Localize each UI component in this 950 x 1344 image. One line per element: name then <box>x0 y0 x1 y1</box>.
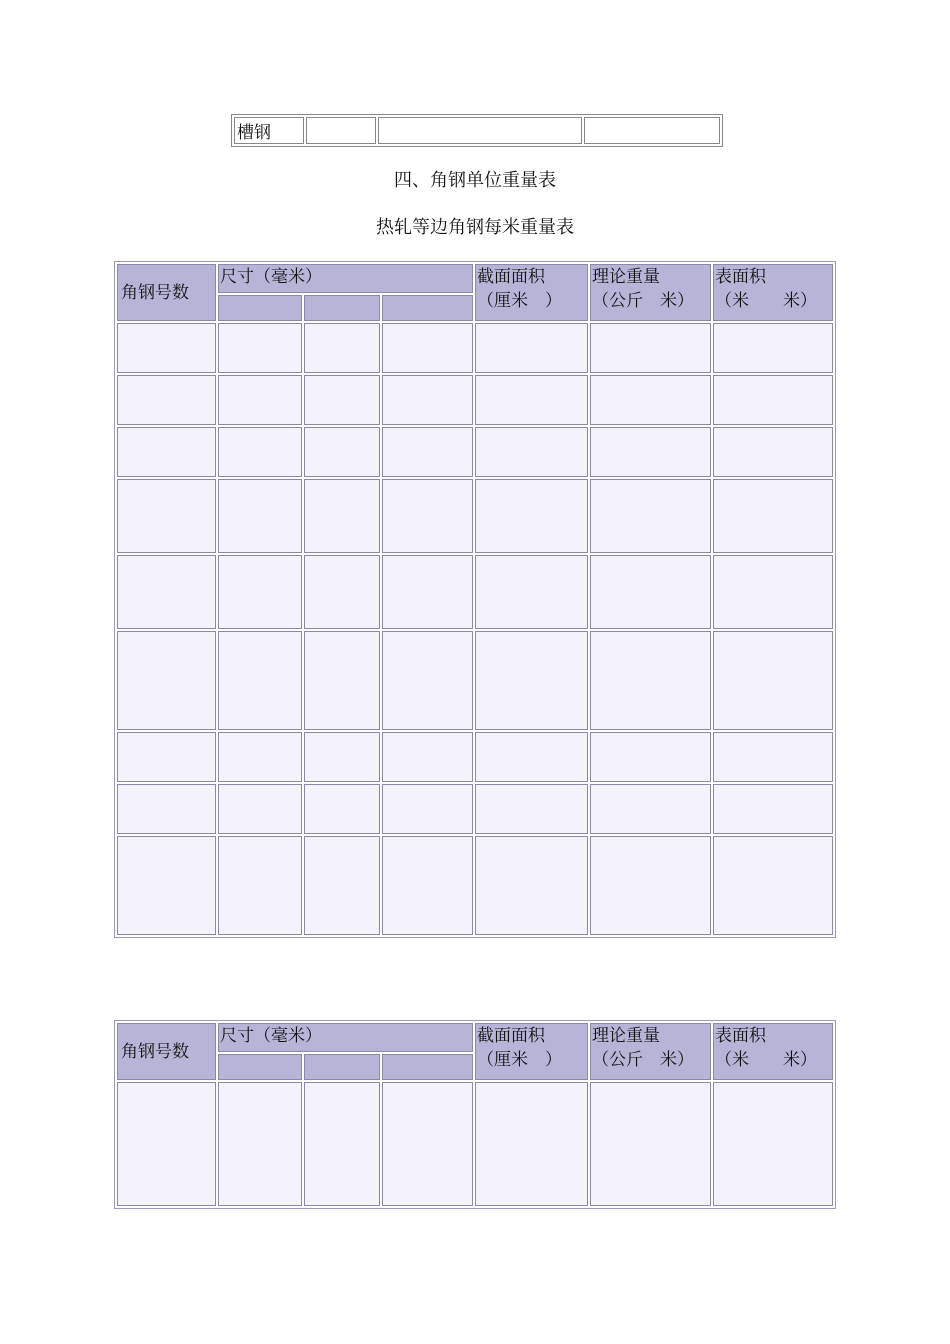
table-cell <box>590 1082 711 1206</box>
table-cell <box>590 427 711 477</box>
table-cell <box>590 784 711 834</box>
table-caption: 热轧等边角钢每米重量表 <box>376 217 574 238</box>
table-cell <box>117 1082 216 1206</box>
header-angle-number: 角钢号数 <box>117 264 216 321</box>
table-cell <box>117 732 216 782</box>
header-size-sub <box>304 295 380 321</box>
table-cell <box>218 732 302 782</box>
table-cell <box>304 1082 380 1206</box>
header-section-area-unit: （厘米 ） <box>477 1050 562 1070</box>
header-surface-area-title: 表面积 <box>715 1026 766 1046</box>
header-surface-area-title: 表面积 <box>715 267 766 287</box>
header-size-sub <box>304 1054 380 1080</box>
table-cell <box>584 117 720 144</box>
table-cell <box>304 555 380 629</box>
table-cell <box>304 323 380 373</box>
channel-steel-table <box>231 114 723 147</box>
table-cell <box>713 555 833 629</box>
table-cell <box>713 375 833 425</box>
table-cell <box>590 375 711 425</box>
table-row <box>117 631 833 730</box>
table-cell <box>304 631 380 730</box>
table-cell <box>382 427 473 477</box>
header-theoretical-weight <box>590 1023 711 1080</box>
header-section-area-unit: （厘米 ） <box>477 291 562 311</box>
table-cell <box>304 732 380 782</box>
table-cell <box>382 1082 473 1206</box>
table-cell <box>117 323 216 373</box>
table-row <box>117 784 833 834</box>
table-cell <box>218 1082 302 1206</box>
header-surface-area-unit: （米 米） <box>715 291 817 311</box>
table-cell <box>382 836 473 935</box>
header-section-area-title: 截面面积 <box>477 1026 545 1046</box>
header-theoretical-weight-title: 理论重量 <box>592 267 660 287</box>
table-cell <box>475 555 588 629</box>
table-cell <box>218 555 302 629</box>
table-cell <box>713 1082 833 1206</box>
table-cell <box>218 784 302 834</box>
table-cell <box>475 427 588 477</box>
header-section-area <box>475 1023 588 1080</box>
table-cell <box>382 375 473 425</box>
table-row <box>117 375 833 425</box>
table-cell <box>117 784 216 834</box>
table-cell <box>218 375 302 425</box>
table-cell <box>378 117 582 144</box>
table-cell <box>713 479 833 553</box>
table-cell <box>304 836 380 935</box>
table-cell <box>475 631 588 730</box>
table-cell <box>590 479 711 553</box>
header-size: 尺寸（毫米） <box>218 1023 473 1052</box>
table-row <box>117 1082 833 1206</box>
header-section-area <box>475 264 588 321</box>
table-cell <box>382 784 473 834</box>
table-cell <box>475 1082 588 1206</box>
header-angle-number: 角钢号数 <box>117 1023 216 1080</box>
table-cell <box>713 836 833 935</box>
table-cell <box>117 555 216 629</box>
angle-steel-weight-table-continued <box>114 1020 836 1209</box>
table-cell <box>713 631 833 730</box>
channel-steel-label: 槽钢 <box>234 117 304 144</box>
table-cell <box>590 323 711 373</box>
table-cell <box>117 479 216 553</box>
table-cell <box>475 836 588 935</box>
table-row <box>117 479 833 553</box>
table-cell <box>590 555 711 629</box>
header-section-area-title: 截面面积 <box>477 267 545 287</box>
table-cell <box>218 836 302 935</box>
table-cell <box>475 479 588 553</box>
header-size-sub <box>382 295 473 321</box>
table-cell <box>475 732 588 782</box>
header-size: 尺寸（毫米） <box>218 264 473 293</box>
table-cell <box>382 732 473 782</box>
table-cell <box>304 479 380 553</box>
header-size-sub <box>382 1054 473 1080</box>
table-cell <box>382 479 473 553</box>
table-cell <box>117 836 216 935</box>
table-cell <box>590 732 711 782</box>
table-row <box>117 555 833 629</box>
table-cell <box>218 323 302 373</box>
table-cell <box>382 631 473 730</box>
table-cell <box>590 631 711 730</box>
table-cell <box>218 427 302 477</box>
table-cell <box>713 732 833 782</box>
table-cell <box>382 555 473 629</box>
table-cell <box>713 427 833 477</box>
table-cell <box>475 375 588 425</box>
table-cell <box>304 784 380 834</box>
table-row <box>117 836 833 935</box>
header-theoretical-weight-unit: （公斤 米） <box>592 1050 694 1070</box>
header-theoretical-weight <box>590 264 711 321</box>
table-cell <box>117 427 216 477</box>
header-surface-area <box>713 264 833 321</box>
table-cell <box>304 427 380 477</box>
section-heading: 四、角钢单位重量表 <box>394 170 556 191</box>
table-row <box>117 732 833 782</box>
table-cell <box>306 117 376 144</box>
table-cell <box>117 631 216 730</box>
table-cell <box>590 836 711 935</box>
angle-steel-weight-table <box>114 261 836 938</box>
table-row <box>117 323 833 373</box>
table-cell <box>117 375 216 425</box>
table-cell <box>475 323 588 373</box>
table-cell <box>218 479 302 553</box>
table-row <box>117 427 833 477</box>
table-cell <box>475 784 588 834</box>
header-theoretical-weight-unit: （公斤 米） <box>592 291 694 311</box>
table-cell <box>713 784 833 834</box>
table-cell <box>218 631 302 730</box>
header-surface-area <box>713 1023 833 1080</box>
table-cell <box>713 323 833 373</box>
header-theoretical-weight-title: 理论重量 <box>592 1026 660 1046</box>
table-cell <box>304 375 380 425</box>
table-cell <box>382 323 473 373</box>
header-surface-area-unit: （米 米） <box>715 1050 817 1070</box>
header-size-sub <box>218 1054 302 1080</box>
header-size-sub <box>218 295 302 321</box>
